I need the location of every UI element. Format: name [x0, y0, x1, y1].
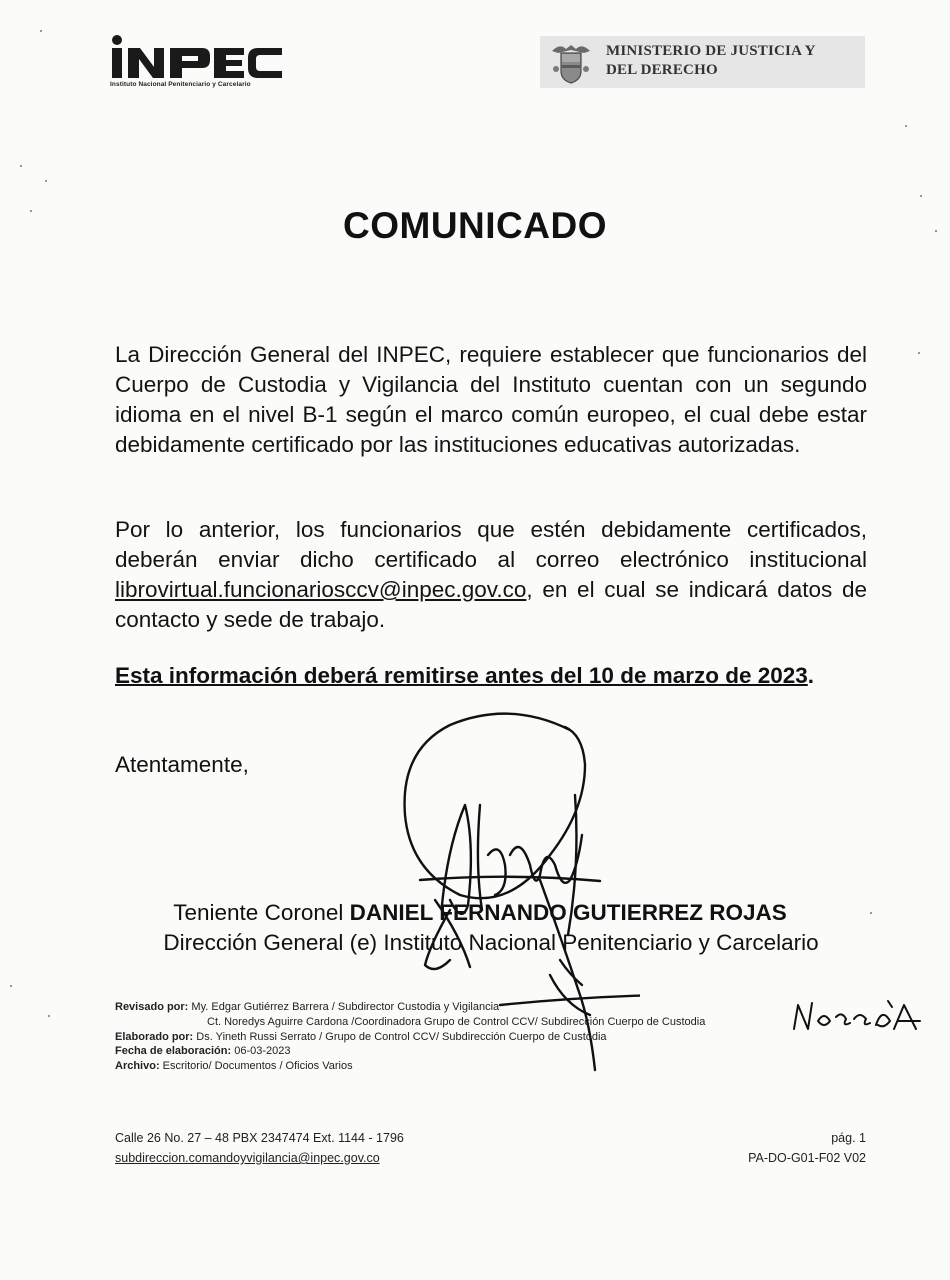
ministry-header: [540, 36, 865, 88]
scan-speck: [45, 180, 47, 182]
archivo-line: [115, 1059, 705, 1074]
review-block: [115, 1000, 705, 1074]
revisado-line-2: Ct. Noredys Aguirre Cardona /Coordinadora Grupo de Control CCV/ Subdirección Cuerpo de Custodia: [207, 1015, 706, 1028]
scan-speck: [10, 985, 12, 987]
scan-speck: [905, 125, 907, 127]
document-code: PA-DO-G01-F02 V02: [748, 1151, 866, 1165]
scan-speck: [48, 1015, 50, 1017]
inpec-wordmark: [110, 34, 285, 80]
scan-speck: [920, 195, 922, 197]
ministry-line-1: MINISTERIO DE JUSTICIA Y: [606, 43, 816, 59]
footer-page-info: [748, 1128, 866, 1168]
elaborado-value: Ds. Yineth Russi Serrato / Grupo de Control CCV/ Subdirección Cuerpo de Custodia: [193, 1030, 607, 1043]
scan-speck: [935, 230, 937, 232]
fecha-line: [115, 1044, 705, 1059]
scan-speck: [918, 352, 920, 354]
signer-rank: Teniente Coronel: [173, 900, 350, 925]
footer-address: Calle 26 No. 27 – 48 PBX 2347474 Ext. 1144 - 1796: [115, 1131, 404, 1145]
archivo-label: Archivo:: [115, 1060, 160, 1073]
page-number: pág. 1: [831, 1131, 866, 1145]
footer-contact: [115, 1128, 404, 1168]
colombia-coat-of-arms-icon: [548, 41, 594, 85]
fecha-value: 06-03-2023: [231, 1045, 291, 1058]
ministry-line-2: DEL DERECHO: [606, 62, 718, 78]
archivo-value: Escritorio/ Documentos / Oficios Varios: [159, 1060, 353, 1073]
fecha-label: Fecha de elaboración:: [115, 1045, 232, 1058]
deadline-notice: [115, 661, 867, 691]
scan-speck: [30, 210, 32, 212]
revisado-value: My. Edgar Gutiérrez Barrera / Subdirector Custodia y Vigilancia: [188, 1001, 500, 1013]
revisado-line: [115, 1000, 705, 1015]
deadline-text: Esta información deberá remitirse antes del 10 de marzo de 2023: [115, 663, 808, 688]
closing-salutation: Atentamente,: [115, 752, 249, 777]
scan-speck: [40, 30, 42, 32]
institutional-email-link[interactable]: librovirtual.funcionariosccv@inpec.gov.co: [115, 577, 527, 602]
ministry-name: [606, 42, 861, 80]
paragraph-1: La Dirección General del INPEC, requiere establecer que funcionarios del Cuerpo de Custodia y Vigilancia del Instituto cuentan con un segundo idioma en el nivel B-1 según el marco común europeo, el cual debe estar debidamente certificado por las instituciones educativas autorizadas.: [115, 342, 867, 457]
paragraph-2-text-after: , en el cual se indicará datos de contacto y sede de trabajo.: [115, 577, 867, 632]
paragraph-2-text-before: Por lo anterior, los funcionarios que estén debidamente certificados, deberán enviar dicho certificado al correo electrónico institucional: [115, 517, 867, 572]
inpec-logo: [110, 34, 285, 92]
scan-speck: [20, 165, 22, 167]
deadline-period: .: [807, 663, 815, 688]
paragraph-2: [115, 515, 867, 635]
inpec-logo-subtitle: Instituto Nacional Penitenciario y Carcelario: [110, 81, 251, 88]
handwritten-initials: [790, 995, 925, 1040]
signer-name: DANIEL FERNANDO GUTIERREZ ROJAS: [349, 900, 787, 925]
scan-speck: [870, 912, 872, 914]
signer-name-line: [0, 898, 950, 928]
footer-email-link[interactable]: subdireccion.comandoyvigilancia@inpec.gov.co: [115, 1151, 380, 1165]
revisado-label: Revisado por:: [115, 1001, 189, 1013]
elaborado-line: [115, 1030, 705, 1045]
signer-role: Dirección General (e) Instituto Nacional Penitenciario y Carcelario: [163, 930, 819, 955]
document-title: COMUNICADO: [343, 205, 607, 246]
elaborado-label: Elaborado por:: [115, 1030, 194, 1043]
